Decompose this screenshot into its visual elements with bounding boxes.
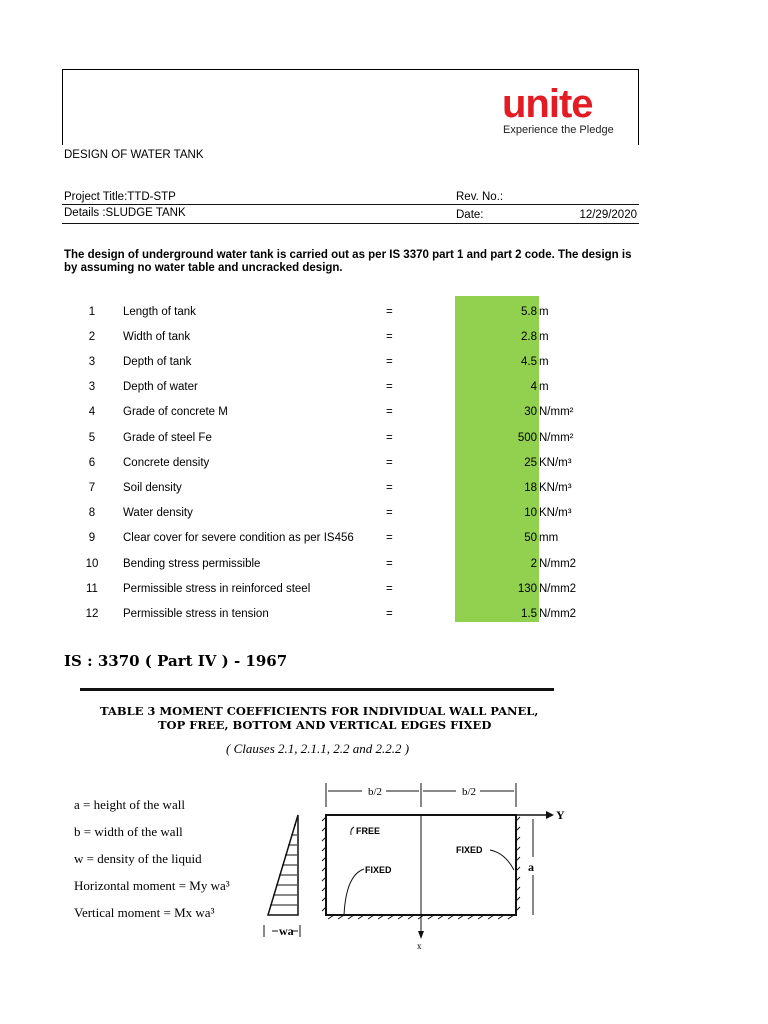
- param-unit: m: [539, 381, 549, 393]
- param-label: Clear cover for severe condition as per IS456: [123, 532, 354, 544]
- company-logo: unite: [502, 82, 593, 126]
- table-title-line-2: TOP FREE, BOTTOM AND VERTICAL EDGES FIXED: [158, 718, 492, 732]
- param-unit: N/mm2: [539, 583, 577, 595]
- wall-panel-diagram: [250, 775, 570, 950]
- param-equals: =: [386, 331, 393, 343]
- param-unit: N/mm²: [539, 432, 574, 444]
- param-unit: KN/m³: [539, 457, 572, 469]
- param-number: 1: [88, 306, 96, 318]
- param-value: 4: [530, 381, 537, 393]
- doc-title: DESIGN OF WATER TANK: [64, 149, 204, 161]
- half-b-right: b/2: [462, 786, 477, 798]
- rev-label: Rev. No.:: [456, 191, 504, 203]
- legend-w: w = density of the liquid: [74, 851, 202, 866]
- half-b-left: b/2: [368, 786, 383, 798]
- logo-tagline: Experience the Pledge: [503, 124, 614, 136]
- fixed-left-label: FIXED: [365, 865, 392, 875]
- param-number: 3: [88, 356, 96, 368]
- param-value: 10: [524, 507, 537, 519]
- param-equals: =: [386, 381, 393, 393]
- intro-line-2: by assuming no water table and uncracked design.: [64, 262, 343, 274]
- x-label: x: [417, 941, 422, 950]
- param-value: 25: [524, 457, 537, 469]
- axis-y-label: Y: [556, 808, 565, 822]
- wa-label: wa: [279, 924, 294, 938]
- param-equals: =: [386, 457, 393, 469]
- param-value: 30: [524, 406, 537, 418]
- param-number: 12: [85, 608, 99, 620]
- param-label: Grade of concrete M: [123, 406, 228, 418]
- param-equals: =: [386, 482, 393, 494]
- param-unit: N/mm²: [539, 406, 574, 418]
- param-equals: =: [386, 583, 393, 595]
- param-number: 11: [86, 583, 98, 595]
- divider: [62, 204, 639, 205]
- a-label: a: [528, 860, 534, 874]
- param-equals: =: [386, 532, 393, 544]
- param-equals: =: [386, 507, 393, 519]
- param-equals: =: [386, 558, 393, 570]
- legend-a: a = height of the wall: [74, 797, 185, 812]
- param-number: 6: [88, 457, 96, 469]
- param-label: Depth of water: [123, 381, 198, 393]
- free-label: FREE: [356, 826, 381, 836]
- param-equals: =: [386, 432, 393, 444]
- param-unit: N/mm2: [539, 558, 577, 570]
- legend-horizontal: Horizontal moment = My wa³: [74, 878, 230, 893]
- param-value: 5.8: [521, 306, 537, 318]
- project-title: Project Title:TTD-STP: [64, 191, 176, 203]
- param-label: Width of tank: [123, 331, 191, 343]
- param-unit: KN/m³: [539, 482, 572, 494]
- project-details: Details :SLUDGE TANK: [64, 207, 186, 219]
- fixed-right-label: FIXED: [456, 845, 483, 855]
- clauses-note: ( Clauses 2.1, 2.1.1, 2.2 and 2.2.2 ): [226, 741, 410, 756]
- param-equals: =: [386, 306, 393, 318]
- param-equals: =: [386, 608, 393, 620]
- param-equals: =: [386, 406, 393, 418]
- param-value: 2.8: [521, 331, 537, 343]
- param-unit: mm: [539, 532, 559, 544]
- param-label: Concrete density: [123, 457, 210, 469]
- scan-rule: [80, 688, 554, 691]
- param-number: 8: [88, 507, 96, 519]
- param-number: 3: [88, 381, 96, 393]
- param-equals: =: [386, 356, 393, 368]
- param-label: Depth of tank: [123, 356, 192, 368]
- param-label: Permissible stress in tension: [123, 608, 269, 620]
- param-unit: N/mm2: [539, 608, 577, 620]
- legend-vertical: Vertical moment = Mx wa³: [74, 905, 215, 920]
- param-number: 5: [88, 432, 96, 444]
- param-value: 4.5: [521, 356, 537, 368]
- param-label: Bending stress permissible: [123, 558, 261, 570]
- table-title-line-1: TABLE 3 MOMENT COEFFICIENTS FOR INDIVIDUAL WALL PANEL,: [100, 704, 539, 718]
- param-unit: m: [539, 331, 549, 343]
- param-value: 500: [517, 432, 537, 444]
- date-value: 12/29/2020: [579, 209, 637, 221]
- param-unit: KN/m³: [539, 507, 572, 519]
- param-number: 4: [88, 406, 96, 418]
- param-unit: m: [539, 356, 549, 368]
- param-number: 9: [88, 532, 96, 544]
- param-value: 2: [530, 558, 537, 570]
- param-label: Length of tank: [123, 306, 196, 318]
- param-label: Grade of steel Fe: [123, 432, 212, 444]
- param-value: 18: [524, 482, 537, 494]
- legend-b: b = width of the wall: [74, 824, 183, 839]
- param-value: 130: [517, 583, 537, 595]
- param-unit: m: [539, 306, 549, 318]
- param-number: 10: [85, 558, 99, 570]
- intro-line-1: The design of underground water tank is carried out as per IS 3370 part 1 and part 2 code. The design is: [64, 249, 632, 261]
- pressure-triangle: [268, 815, 298, 915]
- param-number: 2: [88, 331, 96, 343]
- param-label: Water density: [123, 507, 193, 519]
- param-label: Permissible stress in reinforced steel: [123, 583, 311, 595]
- param-value: 1.5: [521, 608, 537, 620]
- param-label: Soil density: [123, 482, 182, 494]
- is-code-heading: IS : 3370 ( Part IV ) - 1967: [64, 652, 288, 670]
- param-value: 50: [524, 532, 537, 544]
- date-label: Date:: [456, 209, 484, 221]
- divider: [62, 223, 639, 224]
- param-number: 7: [88, 482, 96, 494]
